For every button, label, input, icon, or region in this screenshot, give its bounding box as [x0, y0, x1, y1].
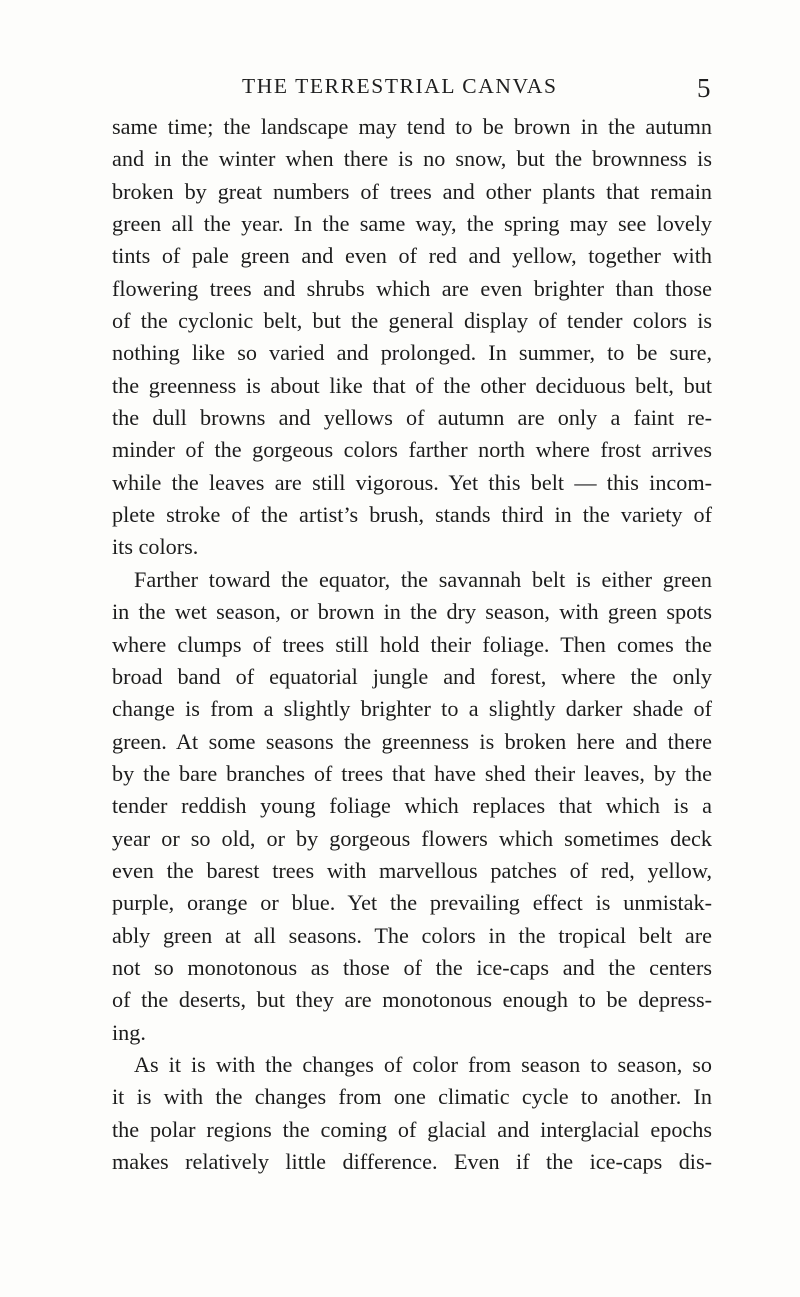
text-line: while the leaves are still vigorous. Yet this belt — this incom-	[112, 469, 712, 495]
text-line: change is from a slightly brighter to a slightly darker shade of	[112, 696, 712, 722]
text-line: even the barest trees with marvellous patches of red, yellow,	[112, 857, 712, 883]
text-line: makes relatively little difference. Even if the ice-caps dis-	[112, 1149, 712, 1174]
text-line: ably green at all seasons. The colors in the tropical belt are	[112, 922, 712, 948]
running-title: THE TERRESTRIAL CANVAS	[242, 74, 558, 98]
text-line: of the cyclonic belt, but the general display of tender colors is	[112, 308, 712, 334]
text-line: purple, orange or blue. Yet the prevailing effect is unmistak-	[112, 890, 712, 916]
text-line: broad band of equatorial jungle and forest, where the only	[112, 663, 712, 689]
text-line: the polar regions the coming of glacial and interglacial epochs	[112, 1116, 712, 1142]
running-head	[0, 70, 800, 110]
text-line: and in the winter when there is no snow, but the brownness is	[112, 146, 712, 172]
text-line: nothing like so varied and prolonged. In summer, to be sure,	[112, 340, 712, 366]
body-text	[112, 111, 712, 1178]
text-line: in the wet season, or brown in the dry season, with green spots	[112, 599, 712, 625]
page-number: 5	[697, 73, 711, 103]
text-line: green all the year. In the same way, the spring may see lovely	[112, 211, 712, 237]
text-line: green. At some seasons the greenness is broken here and there	[112, 728, 712, 754]
text-line: where clumps of trees still hold their foliage. Then comes the	[112, 631, 712, 657]
text-line: tints of pale green and even of red and yellow, together with	[112, 243, 712, 269]
text-line: minder of the gorgeous colors farther north where frost arrives	[112, 437, 712, 463]
text-line: same time; the landscape may tend to be brown in the autumn	[112, 114, 712, 139]
text-line: not so monotonous as those of the ice-caps and the centers	[112, 954, 712, 980]
text-line: broken by great numbers of trees and other plants that remain	[112, 178, 712, 204]
text-line: by the bare branches of trees that have shed their leaves, by the	[112, 760, 712, 786]
text-line: Farther toward the equator, the savannah belt is either green	[134, 566, 712, 592]
text-line: As it is with the changes of color from season to season, so	[134, 1051, 712, 1077]
text-line: plete stroke of the artist’s brush, stands third in the variety of	[112, 502, 712, 528]
text-line: its colors.	[112, 534, 199, 560]
text-line: it is with the changes from one climatic cycle to another. In	[112, 1084, 712, 1110]
text-line: of the deserts, but they are monotonous enough to be depress-	[112, 987, 712, 1013]
text-line: the dull browns and yellows of autumn are only a faint re-	[112, 405, 712, 431]
text-line: the greenness is about like that of the other deciduous belt, but	[112, 372, 712, 398]
text-line: tender reddish young foliage which replaces that which is a	[112, 793, 712, 819]
text-line: flowering trees and shrubs which are even brighter than those	[112, 275, 712, 301]
text-line: year or so old, or by gorgeous flowers which sometimes deck	[112, 825, 712, 851]
text-line: ing.	[112, 1019, 146, 1045]
